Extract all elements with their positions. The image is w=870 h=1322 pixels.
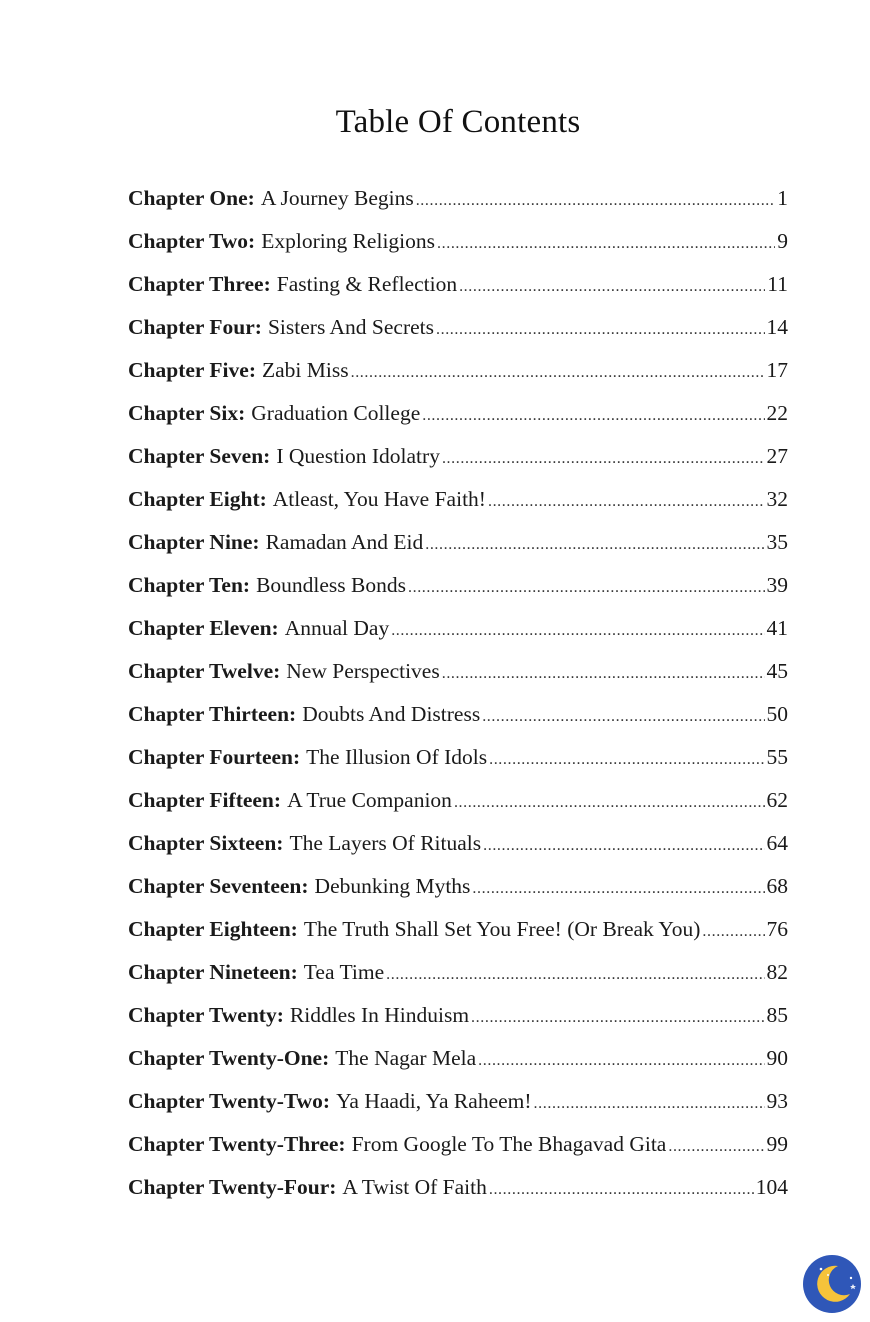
chapter-label: Chapter Sixteen: — [128, 831, 284, 855]
dot-leader — [408, 579, 765, 597]
chapter-title: The Illusion Of Idols — [306, 745, 488, 769]
page-number: 35 — [766, 530, 788, 554]
dot-leader — [478, 1052, 764, 1070]
page-number: 93 — [766, 1089, 788, 1113]
toc-entry[interactable] — [128, 831, 788, 874]
page-number: 99 — [766, 1132, 788, 1156]
dot-leader — [442, 665, 765, 683]
dot-leader — [472, 880, 764, 898]
page-number: 64 — [766, 831, 788, 855]
dot-leader — [425, 536, 764, 554]
chapter-label: Chapter Fifteen: — [128, 788, 282, 812]
chapter-label: Chapter One: — [128, 186, 255, 210]
chapter-title: Riddles In Hinduism — [289, 1003, 470, 1027]
dot-leader — [489, 751, 764, 769]
dot-leader — [488, 493, 765, 511]
page-number: 50 — [766, 702, 788, 726]
chapter-title: Sisters And Secrets — [267, 315, 434, 339]
dot-leader — [391, 622, 764, 640]
toc-entry[interactable] — [128, 1089, 788, 1132]
toc-entry[interactable] — [128, 272, 788, 315]
chapter-label: Chapter Eleven: — [128, 616, 279, 640]
page-number: 41 — [766, 616, 788, 640]
chapter-title: Atleast, You Have Faith! — [272, 487, 486, 511]
chapter-label: Chapter Five: — [128, 358, 256, 382]
page-number: 32 — [766, 487, 788, 511]
page-number: 1 — [777, 186, 788, 210]
chapter-label: Chapter Twenty-Three: — [128, 1132, 346, 1156]
chapter-title: The Truth Shall Set You Free! (Or Break You) — [303, 917, 701, 941]
chapter-title: A Journey Begins — [260, 186, 414, 210]
page-number: 14 — [766, 315, 788, 339]
chapter-label: Chapter Four: — [128, 315, 262, 339]
dot-leader — [422, 407, 764, 425]
chapter-title: Tea Time — [303, 960, 385, 984]
toc-entry[interactable] — [128, 229, 788, 272]
toc-entry[interactable] — [128, 573, 788, 616]
chapter-label: Chapter Seven: — [128, 444, 271, 468]
dot-leader — [482, 708, 764, 726]
dot-leader — [416, 192, 776, 210]
dot-leader — [454, 794, 765, 812]
chapter-label: Chapter Three: — [128, 272, 271, 296]
page-number: 55 — [766, 745, 788, 769]
page-number: 82 — [766, 960, 788, 984]
chapter-label: Chapter Twenty: — [128, 1003, 284, 1027]
page-number: 90 — [766, 1046, 788, 1070]
dot-leader — [459, 278, 765, 296]
toc-entry[interactable] — [128, 530, 788, 573]
toc-entry[interactable] — [128, 874, 788, 917]
chapter-label: Chapter Six: — [128, 401, 246, 425]
table-of-contents — [128, 186, 788, 1218]
chapter-label: Chapter Nine: — [128, 530, 260, 554]
dot-leader — [351, 364, 765, 382]
chapter-title: The Layers Of Rituals — [289, 831, 482, 855]
chapter-label: Chapter Twenty-One: — [128, 1046, 330, 1070]
toc-entry[interactable] — [128, 315, 788, 358]
dot-leader — [386, 966, 764, 984]
dot-leader — [437, 235, 775, 253]
chapter-title: Doubts And Distress — [302, 702, 481, 726]
page-number: 17 — [766, 358, 788, 382]
toc-entry[interactable] — [128, 745, 788, 788]
page-number: 11 — [767, 272, 788, 296]
dot-leader — [668, 1138, 764, 1156]
chapter-title: Zabi Miss — [261, 358, 349, 382]
chapter-title: Exploring Religions — [261, 229, 436, 253]
chapter-title: Fasting & Reflection — [276, 272, 458, 296]
page-number: 22 — [766, 401, 788, 425]
chapter-title: Annual Day — [284, 616, 390, 640]
dot-leader — [489, 1181, 754, 1199]
toc-entry[interactable] — [128, 659, 788, 702]
chapter-label: Chapter Nineteen: — [128, 960, 298, 984]
chapter-label: Chapter Ten: — [128, 573, 251, 597]
chapter-label: Chapter Twelve: — [128, 659, 281, 683]
chapter-title: A Twist Of Faith — [342, 1175, 487, 1199]
night-mode-button[interactable] — [802, 1254, 862, 1314]
toc-entry[interactable] — [128, 444, 788, 487]
page-number: 39 — [766, 573, 788, 597]
chapter-label: Chapter Eighteen: — [128, 917, 298, 941]
chapter-title: I Question Idolatry — [276, 444, 440, 468]
toc-entry[interactable] — [128, 1132, 788, 1175]
chapter-label: Chapter Fourteen: — [128, 745, 301, 769]
chapter-title: From Google To The Bhagavad Gita — [351, 1132, 667, 1156]
toc-entry[interactable] — [128, 788, 788, 831]
chapter-label: Chapter Twenty-Four: — [128, 1175, 337, 1199]
toc-entry[interactable] — [128, 1175, 788, 1218]
chapter-title: Graduation College — [251, 401, 421, 425]
page-number: 68 — [766, 874, 788, 898]
page-number: 9 — [777, 229, 788, 253]
dot-leader — [436, 321, 765, 339]
chapter-title: Boundless Bonds — [256, 573, 406, 597]
toc-entry[interactable] — [128, 487, 788, 530]
dot-leader — [483, 837, 764, 855]
toc-entry[interactable] — [128, 1046, 788, 1089]
chapter-title: New Perspectives — [286, 659, 440, 683]
chapter-title: Ya Haadi, Ya Raheem! — [336, 1089, 532, 1113]
dot-leader — [534, 1095, 765, 1113]
toc-entry[interactable] — [128, 401, 788, 444]
page-number: 76 — [766, 917, 788, 941]
chapter-label: Chapter Eight: — [128, 487, 267, 511]
page-number: 85 — [766, 1003, 788, 1027]
chapter-label: Chapter Thirteen: — [128, 702, 297, 726]
dot-leader — [442, 450, 765, 468]
page-number: 104 — [755, 1175, 788, 1199]
chapter-title: The Nagar Mela — [335, 1046, 477, 1070]
toc-entry[interactable] — [128, 960, 788, 1003]
moon-icon — [802, 1254, 862, 1314]
dot-leader — [702, 923, 764, 941]
page-title: Table Of Contents — [335, 104, 581, 140]
chapter-title: A True Companion — [287, 788, 452, 812]
page-number: 45 — [766, 659, 788, 683]
page-number: 62 — [766, 788, 788, 812]
chapter-title: Ramadan And Eid — [265, 530, 424, 554]
toc-entry[interactable] — [128, 358, 788, 401]
toc-entry[interactable] — [128, 616, 788, 659]
toc-entry[interactable] — [128, 186, 788, 229]
dot-leader — [471, 1009, 764, 1027]
chapter-title: Debunking Myths — [314, 874, 471, 898]
toc-entry[interactable] — [128, 702, 788, 745]
toc-entry[interactable] — [128, 1003, 788, 1046]
chapter-label: Chapter Two: — [128, 229, 256, 253]
chapter-label: Chapter Seventeen: — [128, 874, 309, 898]
chapter-label: Chapter Twenty-Two: — [128, 1089, 331, 1113]
toc-entry[interactable] — [128, 917, 788, 960]
page-number: 27 — [766, 444, 788, 468]
